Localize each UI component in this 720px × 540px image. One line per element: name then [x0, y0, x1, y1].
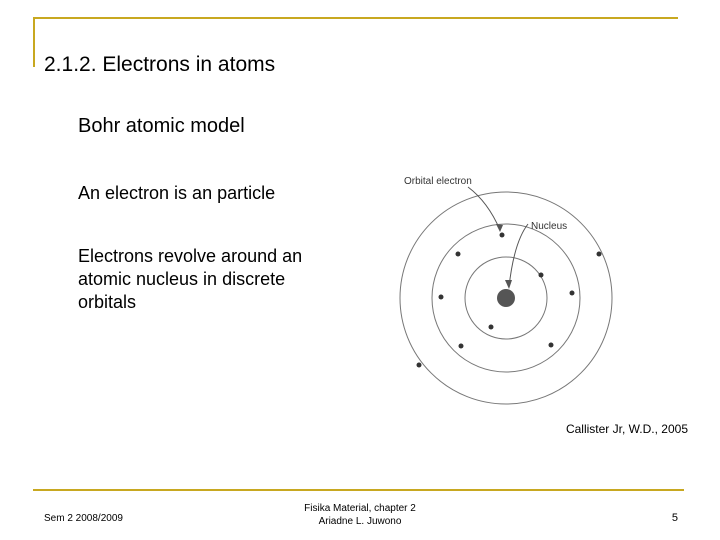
pointer-orbital-electron	[468, 187, 500, 230]
electron	[417, 363, 422, 368]
nucleus	[497, 289, 515, 307]
electron	[549, 343, 554, 348]
electron	[456, 252, 461, 257]
electron	[489, 325, 494, 330]
slide-title: 2.1.2. Electrons in atoms	[44, 53, 276, 76]
electron	[459, 344, 464, 349]
electron	[539, 273, 544, 278]
electron	[597, 252, 602, 257]
electron	[570, 291, 575, 296]
footer-course	[290, 502, 430, 528]
label-orbital-electron: Orbital electron	[404, 176, 472, 187]
bohr-atom-diagram	[388, 162, 648, 414]
footer-divider	[33, 489, 684, 491]
electron	[439, 295, 444, 300]
bullet-electron-particle: An electron is an particle	[78, 183, 276, 203]
footer-course-title: Fisika Material, chapter 2	[304, 503, 416, 514]
frame-left-border	[33, 17, 35, 67]
electron	[500, 233, 505, 238]
bullet-electrons-revolve: Electrons revolve around an atomic nucleus in discrete orbitals	[78, 246, 303, 312]
footer-semester: Sem 2 2008/2009	[44, 513, 123, 524]
slide-subtitle: Bohr atomic model	[78, 115, 245, 137]
label-nucleus: Nucleus	[531, 221, 568, 232]
page-number: 5	[671, 512, 678, 524]
citation: Callister Jr, W.D., 2005	[565, 422, 688, 436]
footer-author: Ariadne L. Juwono	[318, 516, 402, 527]
frame-top-border	[33, 17, 678, 19]
pointer-nucleus	[509, 224, 528, 287]
